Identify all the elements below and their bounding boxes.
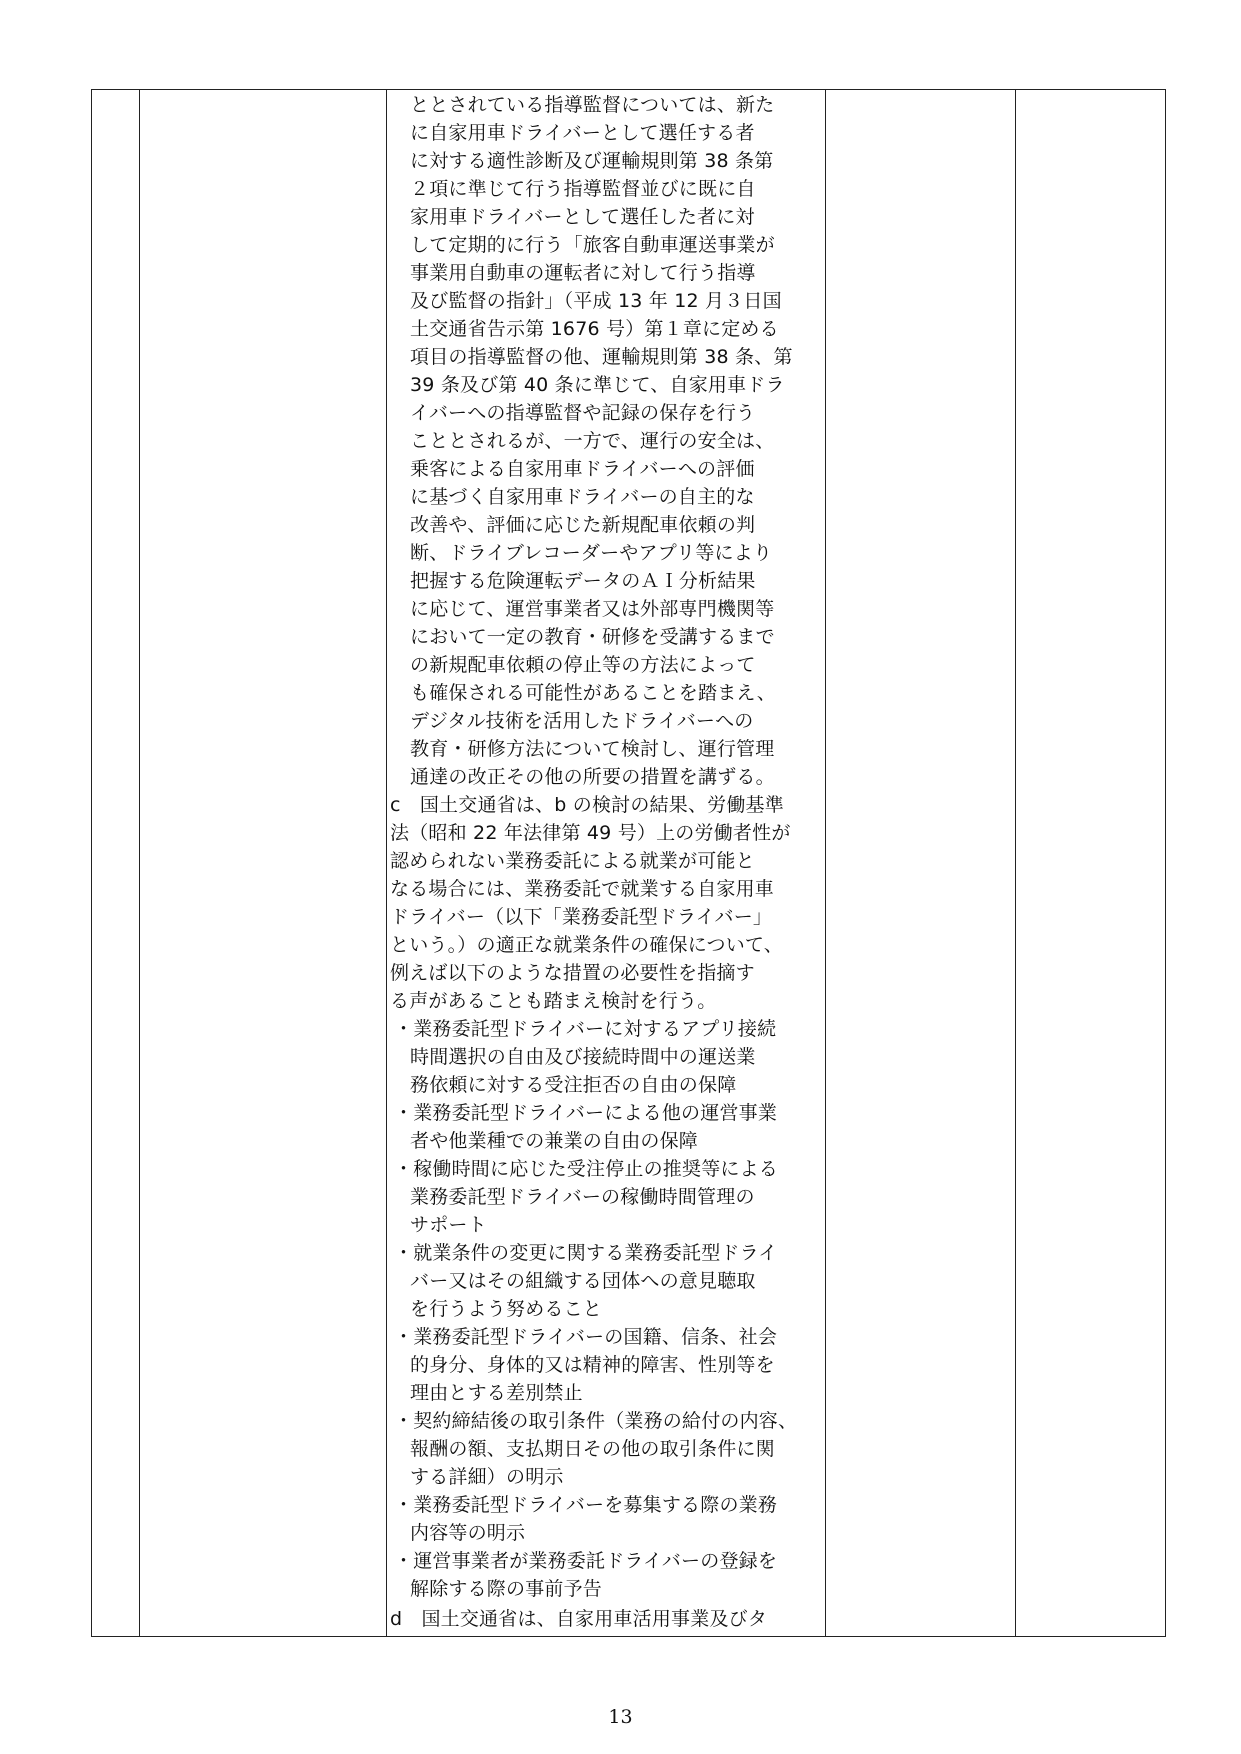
text-line: 教育・研修方法について検討し、運行管理	[410, 738, 775, 760]
text-line: 通達の改正その他の所要の措置を講ずる。	[410, 766, 775, 788]
text-line: d 国土交通省は、自家用車活用事業及びタ	[390, 1608, 768, 1630]
text-line: ・運営事業者が業務委託ドライバーの登録を	[394, 1550, 778, 1572]
text-line: する詳細）の明示	[410, 1466, 564, 1488]
text-line: において一定の教育・研修を受講するまで	[410, 626, 775, 648]
text-line: 39 条及び第 40 条に準じて、自家用車ドラ	[410, 374, 785, 396]
text-line: を行うよう努めること	[410, 1298, 603, 1320]
text-line: も確保される可能性があることを踏まえ、	[410, 682, 776, 704]
measure-description-cell	[388, 90, 822, 1636]
text-line: 務依頼に対する受注拒否の自由の保障	[410, 1074, 737, 1096]
text-line: 報酬の額、支払期日その他の取引条件に関	[410, 1438, 775, 1460]
text-line: ・契約締結後の取引条件（業務の給付の内容、	[394, 1410, 798, 1432]
text-line: 認められない業務委託による就業が可能と	[390, 850, 755, 872]
text-line: 家用車ドライバーとして選任した者に対	[410, 206, 755, 228]
page-number: 13	[608, 1706, 633, 1728]
column-divider-1	[139, 90, 140, 1636]
text-line: 把握する危険運転データのＡＩ分析結果	[410, 570, 756, 592]
text-line: 的身分、身体的又は精神的障害、性別等を	[410, 1354, 775, 1376]
text-line: 乗客による自家用車ドライバーへの評価	[410, 458, 755, 480]
text-line: に基づく自家用車ドライバーの自主的な	[410, 486, 755, 508]
text-line: る声があることも踏まえ検討を行う。	[390, 990, 717, 1012]
text-line: に自家用車ドライバーとして選任する者	[410, 122, 755, 144]
text-line: デジタル技術を活用したドライバーへの	[410, 710, 754, 732]
text-line: ・稼働時間に応じた受注停止の推奨等による	[394, 1158, 779, 1180]
text-line: という。）の適正な就業条件の確保について、	[390, 934, 783, 956]
text-line: ・業務委託型ドライバーによる他の運営事業	[394, 1102, 778, 1124]
text-line: 土交通省告示第 1676 号）第１章に定める	[410, 318, 779, 340]
column-divider-2	[386, 90, 387, 1636]
text-line: 項目の指導監督の他、運輸規則第 38 条、第	[410, 346, 793, 368]
text-line: ・業務委託型ドライバーに対するアプリ接続	[394, 1018, 777, 1040]
text-line: に応じて、運営事業者又は外部専門機関等	[410, 598, 775, 620]
text-line: 例えば以下のような措置の必要性を指摘す	[390, 962, 755, 984]
text-line: ・就業条件の変更に関する業務委託型ドライ	[394, 1242, 778, 1264]
text-line: ドライバー（以下「業務委託型ドライバー」	[390, 906, 773, 928]
text-line: ・業務委託型ドライバーを募集する際の業務	[394, 1494, 778, 1516]
column-divider-4	[1015, 90, 1016, 1636]
column-divider-3	[825, 90, 826, 1636]
text-line: c 国土交通省は、b の検討の結果、労働基準	[390, 794, 784, 816]
text-line: に対する適性診断及び運輸規則第 38 条第	[410, 150, 774, 172]
text-line: 及び監督の指針」（平成 13 年 12 月３日国	[410, 290, 782, 312]
content-table	[91, 89, 1166, 1637]
text-line: 業務委託型ドライバーの稼働時間管理の	[410, 1186, 755, 1208]
text-line: なる場合には、業務委託で就業する自家用車	[390, 878, 775, 900]
text-line: の新規配車依頼の停止等の方法によって	[410, 654, 756, 676]
text-line: ととされている指導監督については、新た	[410, 94, 775, 116]
text-line: 者や他業種での兼業の自由の保障	[410, 1130, 699, 1152]
text-line: 理由とする差別禁止	[410, 1382, 583, 1404]
text-line: バー又はその組織する団体への意見聴取	[410, 1270, 756, 1292]
text-line: イバーへの指導監督や記録の保存を行う	[410, 402, 756, 424]
text-line: ２項に準じて行う指導監督並びに既に自	[410, 178, 756, 200]
text-line: 内容等の明示	[410, 1522, 526, 1544]
text-line: 改善や、評価に応じた新規配車依頼の判	[410, 514, 756, 536]
text-line: して定期的に行う「旅客自動車運送事業が	[410, 234, 775, 256]
text-line: 法（昭和 22 年法律第 49 号）上の労働者性が	[390, 822, 791, 844]
text-line: ・業務委託型ドライバーの国籍、信条、社会	[394, 1326, 778, 1348]
text-line: 事業用自動車の運転者に対して行う指導	[410, 262, 756, 284]
text-line: サポート	[410, 1214, 487, 1236]
text-line: 断、ドライブレコーダーやアプリ等により	[410, 542, 773, 564]
text-line: 時間選択の自由及び接続時間中の運送業	[410, 1046, 756, 1068]
text-line: こととされるが、一方で、運行の安全は、	[410, 430, 775, 452]
text-line: 解除する際の事前予告	[410, 1578, 603, 1600]
